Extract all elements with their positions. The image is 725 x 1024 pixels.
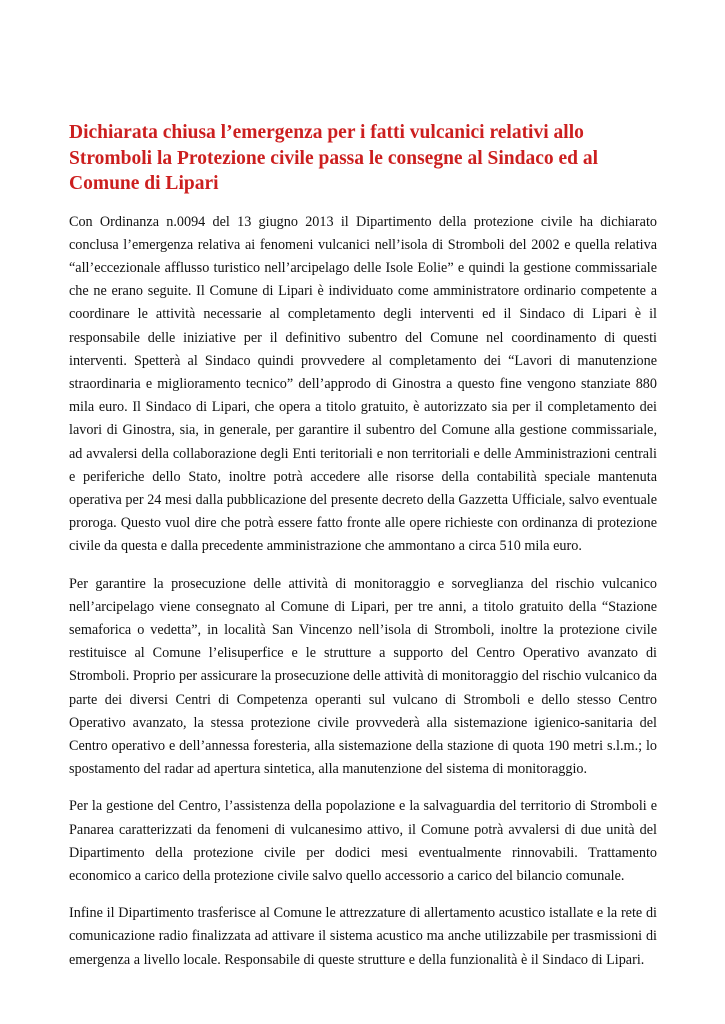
paragraph-gestione-centro: Per la gestione del Centro, l’assistenza della popolazione e la salvaguardia del territorio di Stromboli e Panarea caratterizzati da fenomeni di vulcanesimo attivo, il Comune potrà avvalersi di due unità del Dipartimento della protezione civile per dodici mesi eventualmente rinnovabili. Trattamento economico a carico della protezione civile salvo quello accessorio a carico del bilancio comunale. xyxy=(69,798,657,884)
paragraph-attrezzature: Infine il Dipartimento trasferisce al Comune le attrezzature di allertamento acustico istallate e la rete di comunicazione radio finalizzata ad attivare il sistema acustico ma anche utilizzabile per trasmissioni di emergenza a livello locale. Responsabile di queste strutture e della funzionalità è il Sindaco di Lipari. xyxy=(69,905,657,968)
document-title: Dichiarata chiusa l’emergenza per i fatti vulcanici relativi allo Stromboli la Protezione civile passa le consegne al Sindaco ed al Comune di Lipari xyxy=(69,122,599,194)
document-page xyxy=(69,120,657,972)
paragraph-monitoraggio: Per garantire la prosecuzione delle attività di monitoraggio e sorveglianza del rischio vulcanico nell’arcipelago viene consegnato al Comune di Lipari, per tre anni, a titolo gratuito della “Stazione semaforica o vedetta”, in località San Vincenzo nell’isola di Stromboli, inoltre la protezione civile restituisce al Comune l’elisuperfice e le strutture a supporto del Centro Operativo avanzato di Stromboli. Proprio per assicurare la prosecuzione delle attività di monitoraggio del rischio vulcanico da parte dei diversi Centri di Competenza operanti sul vulcano di Stromboli e dello stesso Centro Operativo avanzato, la stessa protezione civile provvederà alla sistemazione igienico-sanitaria del Centro operativo e dell’annessa foresteria, alla sistemazione della stazione di quota 190 metri s.l.m.; lo spostamento del radar ad apertura sintetica, alla manutenzione del sistema di monitoraggio. xyxy=(69,575,657,778)
paragraph-ordinanza: Con Ordinanza n.0094 del 13 giugno 2013 il Dipartimento della protezione civile ha dichiarato conclusa l’emergenza relativa ai fenomeni vulcanici nell’isola di Stromboli del 2002 e quella relativa “all’eccezionale afflusso turistico nell’arcipelago delle Isole Eolie” e quindi la gestione commissariale che ne erano seguite. Il Comune di Lipari è individuato come amministratore ordinario competente a coordinare le attività necessarie al completamento degli interventi ed il Sindaco di Lipari è il responsabile delle iniziative per il definitivo subentro del Comune nel coordinamento di questi interventi. Spetterà al Sindaco quindi provvedere al completamento dei “Lavori di manutenzione straordinaria e miglioramento tecnico” dell’approdo di Ginostra a questo fine vengono stanziate 880 mila euro. Il Sindaco di Lipari, che opera a titolo gratuito, è autorizzato sia per il completamento dei lavori di Ginostra, sia, in generale, per garantire il subentro del Comune alla gestione commissariale, ad avvalersi della collaborazione degli Enti teritoriali e non territoriali e delle Amministrazioni centrali e periferiche dello Stato, inoltre potrà accedere alle risorse della contabilità speciale mantenuta operativa per 24 mesi dalla pubblicazione del presente decreto della Gazzetta Ufficiale, salvo eventuale proroga. Questo vuol dire che potrà essere fatto fronte alle opere richieste con ordinanza di protezione civile da questa e dalla precedente amministrazione che ammontano a circa 510 mila euro. xyxy=(69,213,657,555)
